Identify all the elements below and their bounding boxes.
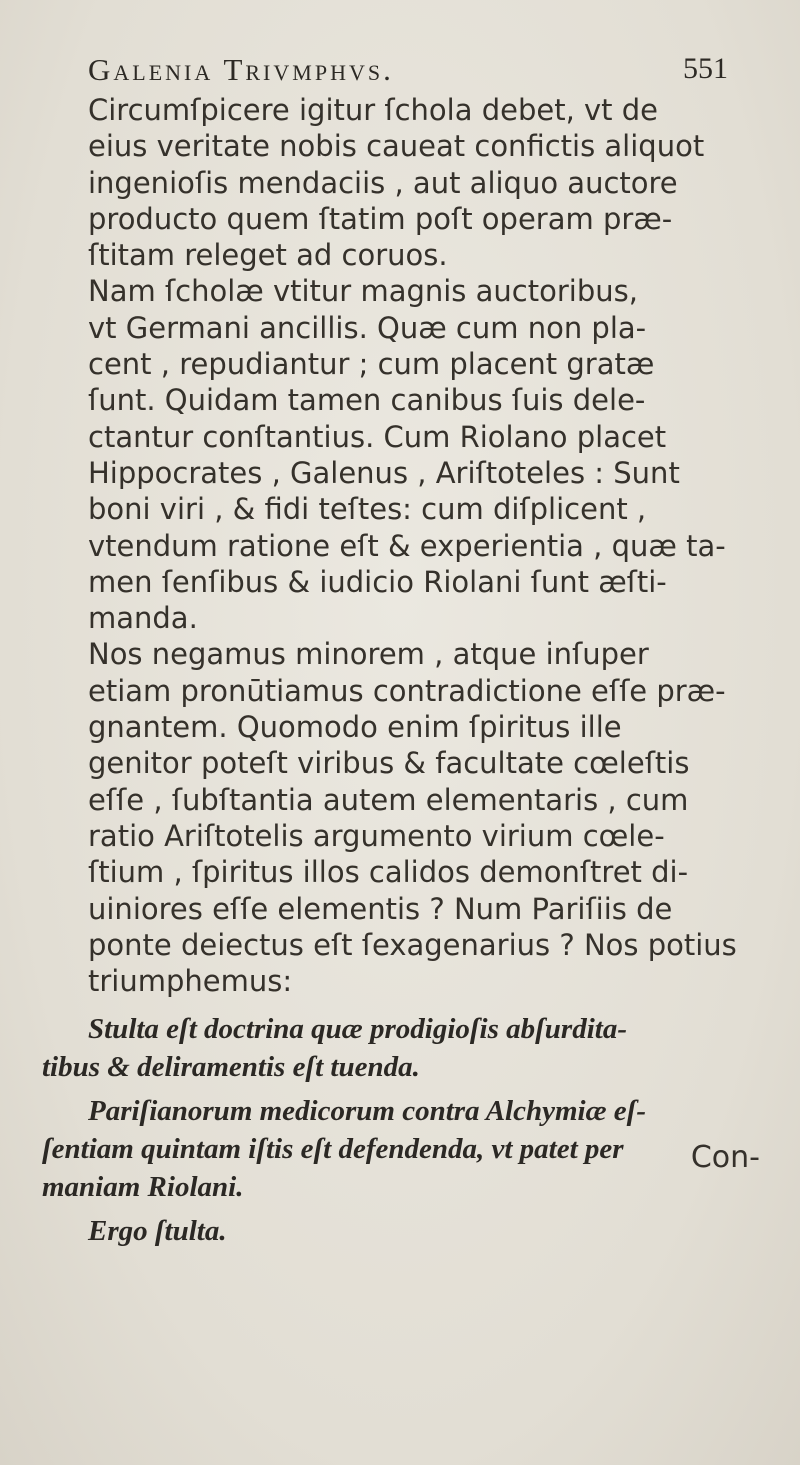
text-line: genitor poteſt viribus & facultate cœleſtis: [88, 746, 690, 781]
text-line: etiam pronūtiamus contradictione eſſe præ-: [88, 673, 726, 708]
paragraph-1: [42, 92, 758, 273]
text-line: Nam ſcholæ vtitur magnis auctoribus,: [88, 274, 638, 309]
italic-thesis-1: [42, 1010, 758, 1086]
text-line: Nos negamus minorem , atque inſuper: [88, 637, 649, 672]
text-line: Hippocrates , Galenus , Ariſtoteles : Sunt: [88, 455, 680, 490]
text-line: ctantur conſtantius. Cum Riolano placet: [88, 419, 667, 454]
italic-line: Pariſianorum medicorum contra Alchymiæ eſ-: [88, 1095, 646, 1127]
paragraph-2: [42, 273, 758, 636]
italic-line: tibus & deliramentis eſt tuenda.: [42, 1051, 420, 1083]
text-line: vt Germani ancillis. Quæ cum non pla-: [88, 310, 647, 345]
text-line: vtendum ratione eſt & experientia , quæ ta-: [88, 528, 726, 563]
italic-line: Stulta eſt doctrina quæ prodigioſis abſurdita-: [88, 1013, 627, 1045]
italic-thesis-2: [42, 1092, 758, 1206]
page-header: [88, 52, 728, 92]
text-line: triumphemus:: [88, 964, 293, 999]
text-line: producto quem ſtatim poſt operam præ-: [88, 201, 673, 236]
text-line: ingenioſis mendaciis , aut aliquo auctore: [88, 165, 678, 200]
text-line: ſtium , ſpiritus illos calidos demonſtret di-: [88, 855, 689, 890]
catchword: Con-: [690, 1140, 760, 1175]
italic-conclusion: [42, 1212, 488, 1250]
body-text: [42, 92, 758, 1247]
text-line: gnantem. Quomodo enim ſpiritus ille: [88, 710, 622, 745]
text-line: boni viri , & fidi teſtes: cum diſplicent ,: [88, 492, 647, 527]
text-line: ponte deiectus eſt ſexagenarius ? Nos potius: [88, 927, 737, 962]
page-number: 551: [683, 52, 728, 85]
italic-line: Ergo ſtulta.: [88, 1215, 227, 1247]
paragraph-3: [42, 636, 758, 999]
text-line: ſtitam releget ad coruos.: [88, 238, 448, 273]
italic-line: maniam Riolani.: [42, 1171, 244, 1203]
text-line: manda.: [88, 601, 198, 636]
text-line: men ſenſibus & iudicio Riolani ſunt æſti-: [88, 564, 667, 599]
text-line: Circumſpicere igitur ſchola debet, vt de: [88, 93, 659, 127]
italic-line: ſentiam quintam iſtis eſt defendenda, vt patet per: [42, 1133, 624, 1165]
text-line: eſſe , ſubſtantia autem elementaris , cum: [88, 782, 689, 817]
text-line: ſunt. Quidam tamen canibus ſuis dele-: [88, 383, 646, 418]
text-line: cent , repudiantur ; cum placent gratæ: [88, 347, 655, 382]
running-title: Galenia Trivmphvs.: [88, 52, 394, 87]
text-line: eius veritate nobis caueat confictis aliquot: [88, 129, 705, 164]
text-line: uiniores eſſe elementis ? Num Pariſiis de: [88, 891, 673, 926]
text-line: ratio Ariſtotelis argumento virium cœle-: [88, 818, 665, 853]
